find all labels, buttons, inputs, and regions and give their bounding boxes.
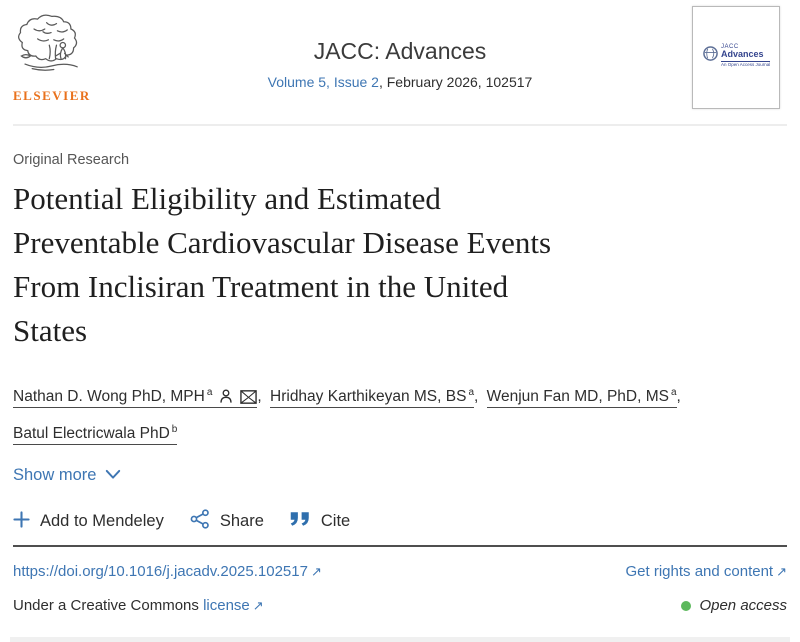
license-link[interactable] <box>203 597 264 614</box>
author-name: Batul Electricwala PhD <box>13 425 170 443</box>
next-section-edge <box>10 637 790 642</box>
author-affiliation-sup: b <box>171 424 178 436</box>
show-more-label: Show more <box>13 466 97 485</box>
author-row <box>13 378 787 415</box>
author-name: Nathan D. Wong PhD, MPH <box>13 388 205 406</box>
external-link-icon: ↗ <box>252 598 264 614</box>
author-link-electricwala[interactable] <box>13 425 177 445</box>
person-icon <box>218 385 234 415</box>
author-separator: , <box>474 388 483 406</box>
issue-date-text: , February 2026, 102517 <box>378 74 533 90</box>
external-link-icon: ↗ <box>776 564 787 580</box>
journal-title-block <box>268 38 533 90</box>
article-toolbar <box>13 509 787 534</box>
envelope-icon <box>240 385 257 415</box>
quote-icon <box>290 511 311 532</box>
author-affiliation-sup: a <box>206 387 213 398</box>
author-row <box>13 415 787 449</box>
elsevier-logo-link[interactable] <box>13 12 91 104</box>
doi-rights-row <box>13 563 787 580</box>
author-name: Wenjun Fan MD, PhD, MS <box>486 388 669 406</box>
cite-label: Cite <box>320 512 351 531</box>
add-to-mendeley-label: Add to Mendeley <box>40 512 164 531</box>
publisher-wordmark: ELSEVIER <box>13 88 91 103</box>
share-label: Share <box>219 512 264 531</box>
show-more-button[interactable] <box>13 466 121 485</box>
journal-title: JACC: Advances <box>313 38 487 64</box>
author-list <box>13 378 787 449</box>
title-line: From Inclisiran Treatment in the United <box>13 269 509 304</box>
share-button[interactable] <box>190 509 264 534</box>
author-link-wong[interactable] <box>13 388 257 408</box>
author-affiliation-sup: a <box>468 387 474 398</box>
open-access-indicator <box>681 597 787 614</box>
doi-link[interactable] <box>13 563 322 580</box>
elsevier-tree-icon <box>16 69 88 86</box>
author-separator: , <box>257 388 267 406</box>
volume-issue-link[interactable]: Volume 5, Issue 2 <box>267 74 379 90</box>
author-affiliation-sup: a <box>670 387 677 398</box>
cover-text <box>721 44 770 67</box>
rights-text: Get rights and content <box>625 563 774 581</box>
article-title <box>13 177 713 353</box>
add-to-mendeley-button[interactable] <box>13 511 164 533</box>
plus-icon <box>13 511 30 533</box>
rights-and-content-link[interactable] <box>626 563 788 580</box>
cover-line-jacc: JACC <box>721 44 739 50</box>
author-link-fan[interactable] <box>487 388 677 408</box>
header-divider <box>13 124 787 126</box>
author-name: Hridhay Karthikeyan MS, BS <box>270 388 467 406</box>
external-link-icon: ↗ <box>310 564 322 580</box>
title-line: Potential Eligibility and Estimated <box>13 181 441 216</box>
share-nodes-icon <box>190 509 210 534</box>
title-line: Preventable Cardiovascular Disease Events <box>13 225 552 260</box>
open-access-label: Open access <box>699 597 787 615</box>
license-prefix-text: Under a Creative Commons <box>13 597 199 615</box>
doi-text: https://doi.org/10.1016/j.jacadv.2025.102517 <box>13 563 308 581</box>
issue-line <box>268 74 533 90</box>
license-link-text: license <box>203 597 250 615</box>
article-type-label: Original Research <box>13 152 130 168</box>
globe-icon <box>703 46 718 66</box>
title-line: States <box>13 313 88 348</box>
author-separator: , <box>676 388 681 406</box>
journal-banner <box>13 0 787 124</box>
author-link-karthikeyan[interactable] <box>270 388 474 408</box>
journal-cover-thumbnail[interactable] <box>692 6 780 109</box>
license-statement <box>13 597 264 614</box>
cite-button[interactable] <box>290 511 350 532</box>
license-row <box>13 597 787 614</box>
section-divider <box>13 545 787 547</box>
jacc-cover-logo <box>703 44 779 67</box>
cover-line-tagline: An Open Access Journal <box>721 61 771 67</box>
chevron-down-icon <box>105 466 121 485</box>
open-access-dot-icon <box>681 601 691 611</box>
cover-line-advances: Advances <box>721 49 764 60</box>
